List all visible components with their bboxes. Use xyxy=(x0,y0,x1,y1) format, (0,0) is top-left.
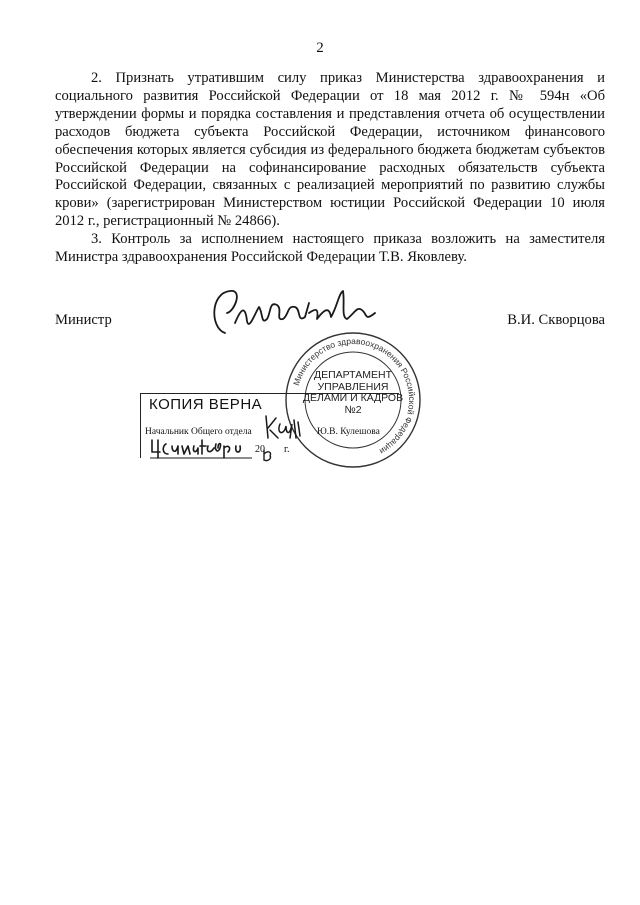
copy-stamp-year-prefix: 20 xyxy=(255,444,265,455)
copy-stamp-title: КОПИЯ ВЕРНА xyxy=(149,396,263,413)
page-number: 2 xyxy=(316,40,324,56)
seal-line-4: №2 xyxy=(344,403,362,416)
handwritten-date xyxy=(148,436,256,460)
seal-line-3: ДЕЛАМИ И КАДРОВ xyxy=(302,392,404,404)
copy-stamp-signer: Ю.В. Кулешова xyxy=(317,427,380,437)
seal-ring-text: Министерство здравоохранения Российской Федерации xyxy=(291,335,418,457)
signer-title: Министр xyxy=(55,312,112,328)
seal-line-1: ДЕПАРТАМЕНТ xyxy=(313,369,392,381)
paragraph-2: 2. Признать утратившим силу приказ Министерства здравоохранения и социального развития Российской Федерации от 18 мая 2012 г. № 594н «Об утверждении формы и порядка составления и представления отчета об осуществлении расходов бюджета субъекта Российской Федерации, источником финансового обеспечения которых является субсидия из федерального бюджета бюджетам субъектов Российской Федерации на софинансирование расходных обязательств субъекта Российской Федерации, связанных с реализацией мероприятий по развитию службы крови» (зарегистрирован Министерством юстиции Российской Федерации 10 июля 2012 г., регистрационный № 24866). xyxy=(55,70,605,230)
copy-signature xyxy=(262,412,304,442)
copy-stamp-position: Начальник Общего отдела xyxy=(145,427,252,437)
paragraph-3: 3. Контроль за исполнением настоящего приказа возложить на заместителя Министра здравоохранения Российской Федерации Т.В. Яковлеву. xyxy=(55,231,605,266)
copy-stamp-year-suffix: г. xyxy=(284,444,290,455)
handwritten-year-digits xyxy=(262,448,276,462)
signer-name: В.И. Скворцова xyxy=(507,312,605,328)
seal-line-2: УПРАВЛЕНИЯ xyxy=(317,380,389,393)
document-body xyxy=(55,70,605,267)
